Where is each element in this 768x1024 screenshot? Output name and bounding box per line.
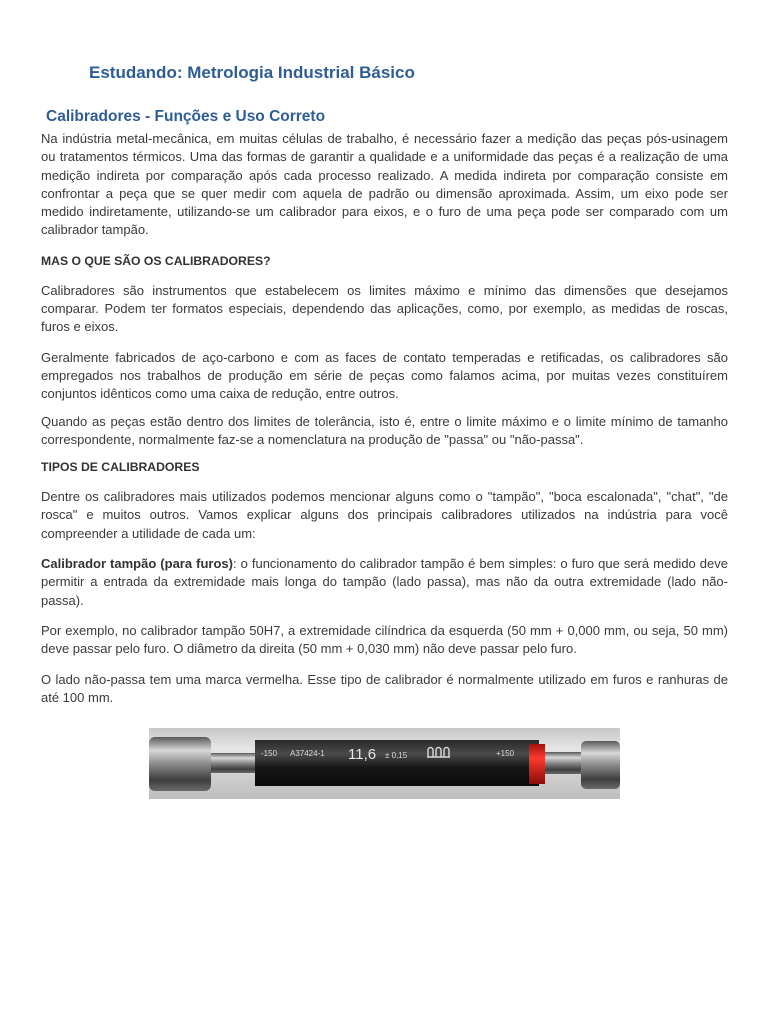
article-body	[41, 130, 728, 719]
paragraph-definition: Calibradores são instrumentos que estabelecem os limites máximo e mínimo das dimensões que desejamos comparar. Podem ter formatos especiais, dependendo das aplicações, como, por exemplo, as medidas de roscas, furos e eixos.	[41, 282, 728, 335]
gauge-plus-mark: +150	[496, 749, 515, 758]
gauge-serial: A37424-1	[290, 749, 325, 758]
gauge-handle	[255, 740, 539, 786]
heading-gauge-types: TIPOS DE CALIBRADORES	[41, 460, 200, 475]
paragraph-types: Dentre os calibradores mais utilizados podemos mencionar alguns como o "tampão", "boca escalonada", "chat", "de rosca" e muitos outros. Vamos explicar alguns dos principais calibradores utilizados na indústria para você compreender a utilidade de cada um:	[41, 489, 728, 541]
plug-gauge-image	[149, 728, 620, 799]
plug-gauge-illustration	[149, 728, 620, 799]
section-title: Calibradores - Funções e Uso Correto	[46, 108, 326, 125]
paragraph-example: Por exemplo, no calibrador tampão 50H7, a extremidade cilíndrica da esquerda (50 mm + 0,000 mm, ou seja, 50 mm) deve passar pelo furo. O diâmetro da direita (50 mm + 0,030 mm) não deve passar pelo furo.	[41, 622, 728, 657]
left-neck	[211, 753, 259, 773]
gauge-nominal-size: 11,6	[348, 746, 377, 763]
paragraph-material: Geralmente fabricados de aço-carbono e com as faces de contato temperadas e retificadas, os calibradores são empregados nos trabalhos de produção em série de peças como falamos acima, por muitas vezes constituírem conjuntos idênticos como uma caixa de redução, entre outros.	[41, 349, 728, 402]
plug-gauge-label: Calibrador tampão (para furos)	[41, 556, 233, 572]
paragraph-red-mark: O lado não-passa tem uma marca vermelha. Esse tipo de calibrador é normalmente utilizado em furos e ranhuras de até 100 mm.	[41, 671, 728, 705]
no-go-end-cylinder	[581, 741, 620, 789]
page-title: Estudando: Metrologia Industrial Básico	[89, 63, 415, 82]
paragraph-tolerance: Quando as peças estão dentro dos limites de tolerância, isto é, entre o limite máximo e o limite mínimo de tamanho correspondente, normalmente faz-se a nomenclatura na produção de "passa" ou "não-passa".	[41, 413, 728, 447]
no-go-red-band	[529, 744, 545, 784]
gauge-tolerance: ± 0,15	[385, 751, 408, 760]
gauge-minus-mark: -150	[261, 749, 278, 758]
intro-paragraph: Na indústria metal-mecânica, em muitas células de trabalho, é necessário fazer a medição das peças pós-usinagem ou tratamentos térmicos. Uma das formas de garantir a qualidade e a uniformidade das peças é a realização de uma medição indireta por comparação após cada processo realizado. A medida indireta por comparação consiste em confrontar a peça que se quer medir com aquela de padrão ou dimensão aproximada. Assim, um eixo pode ser medido indiretamente, utilizando-se um calibrador para eixos, e o furo de uma peça pode ser comparado com um calibrador tampão.	[41, 131, 728, 238]
right-neck	[545, 752, 583, 774]
paragraph-plug-gauge	[41, 555, 728, 610]
plug-gauge-text: : o funcionamento do calibrador tampão é bem simples: o furo que será medido deve permitir a entrada da extremidade mais longa do tampão (lado passa), mas não da outra extremidade (lado não-passa).	[41, 556, 728, 608]
heading-what-are-gauges: MAS O QUE SÃO OS CALIBRADORES?	[41, 253, 271, 268]
go-end-cylinder	[149, 737, 211, 791]
